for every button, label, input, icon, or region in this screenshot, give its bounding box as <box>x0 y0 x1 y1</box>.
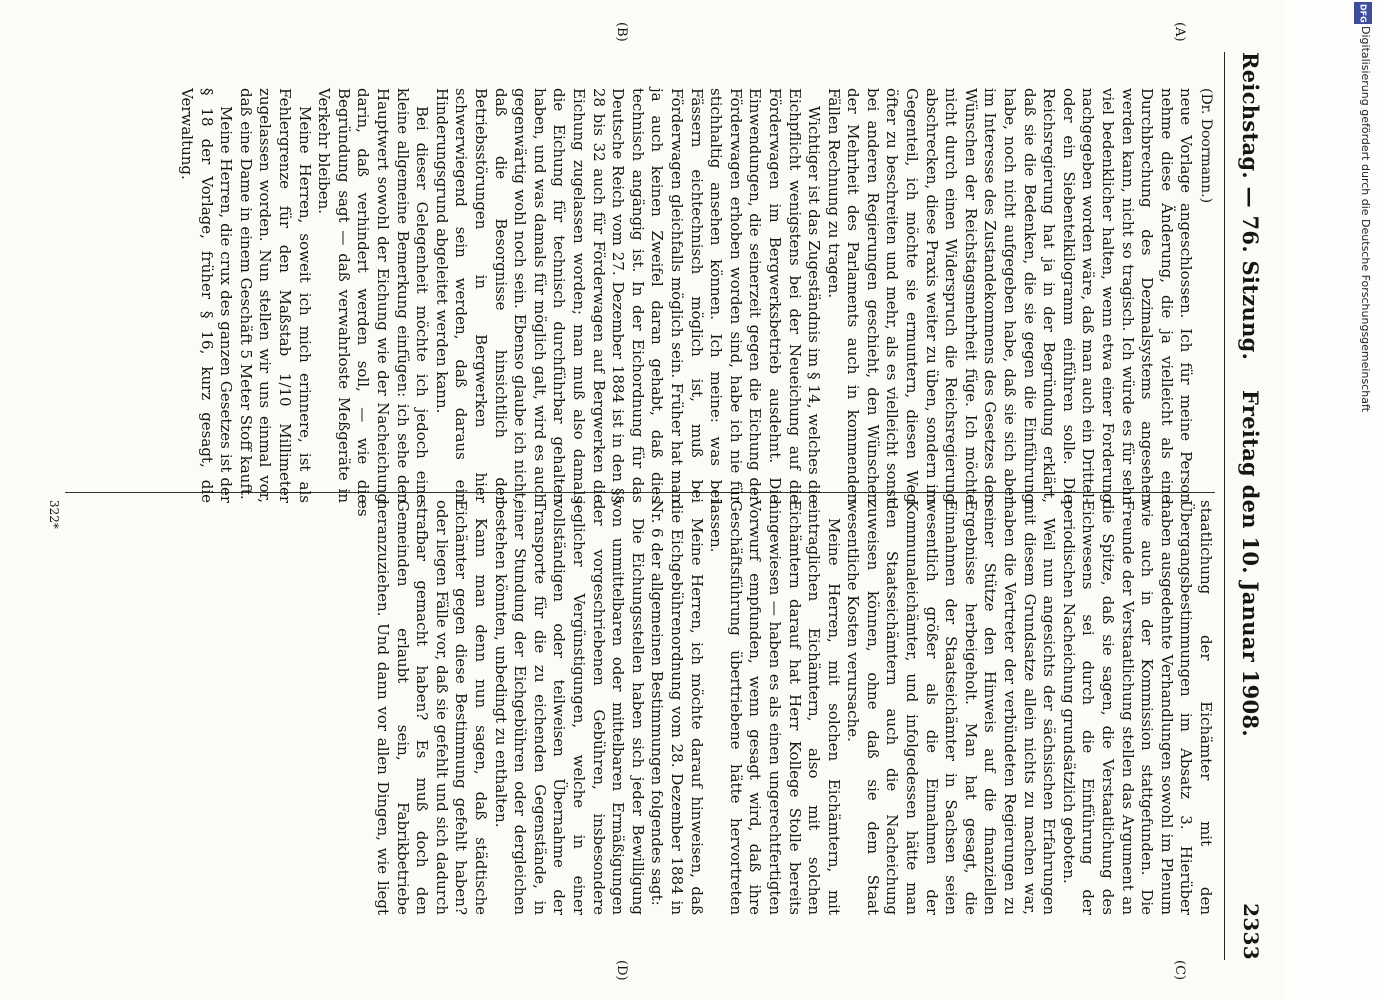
running-header-left: Reichstag. — 76. Sitzung. <box>1238 52 1263 361</box>
paragraph: Meine Herren, ich möchte darauf hinweisen, daß die Eichgebührenordnung vom 28. Dezember 1884 in Nr. 6 der allgemeinen Bestimmungen folgendes sagt: <box>648 500 706 915</box>
left-column <box>177 88 1215 503</box>
paragraph: Meine Herren, die crux des ganzen Gesetzes ist der § 18 der Vorlage, früher § 16, kurz gesagt, die Verwaltung. <box>178 88 236 503</box>
page-number: 2333 <box>1239 903 1263 960</box>
margin-marker-c: (C) <box>1172 960 1187 981</box>
paragraph: neue Vorlage angeschlossen. Ich für meine Person nehme diese Änderung, die ja vielleicht als eine Durchbrechung des Dezimalsystems angesehen werden kann, nicht so tragisch. Ich würde es für sehr viel bedenklicher halten, wenn etwa einer Forderung nachgegeben worden wäre, daß man auch ein Drittel- oder ein Siebentelkilogramm einführen solle. Die Reichsregierung hat ja in der Begründung erklärt, daß sie die Bedenken, die sie gegen die Einführung habe, noch nicht aufgegeben habe, daß sie sich aber im Interesse des Zustandekommens des Gesetzes den Wünschen der Reichstagsmehrheit füge. Ich möchte nicht durch einen Widerspruch die Reichsregierung abschrecken, diese Praxis weiter zu üben, sondern im Gegenteil, ich möchte sie ermuntern, diesen Weg öfter zu beschreiten und mehr, als es vielleicht sonst bei anderen Regierungen geschieht, den Wünschen der Mehrheit des Parlaments auch in kommenden Fällen Rechnung zu tragen. <box>824 88 1196 503</box>
right-column <box>353 500 1215 915</box>
digitization-credit: Digitalisierung gefördert durch die Deutsche Forschungsgemeinschaft <box>1359 26 1372 412</box>
paragraph: staatlichung der Eichämter mit den Übergangsbestimmungen im Absatz 3. Hierüber haben ausgedehnte Verhandlungen sowohl im Plenum wie auch in der Kommission stattgefunden. Die Freunde der Verstaatlichung stellen das Argument an die Spitze, daß sie sagen, die Verstaatlichung des Eichwesens sei durch die Einführung der periodischen Nacheichung grundsätzlich geboten. <box>1059 500 1215 915</box>
running-header-date: Freitag den 10. Januar 1908. <box>1238 390 1263 737</box>
margin-marker-b: (B) <box>614 22 629 42</box>
paragraph: Wichtiger ist das Zugeständnis im § 14, welches die Eichpflicht wenigstens bei der Neueichung auf die Förderwagen im Bergwerksbetrieb ausdehnt. Die Einwendungen, die seinerzeit gegen die Eichung der Förderwagen erhoben worden sind, habe ich nie für stichhaltig ansehen können. Ich meine: was bei Fässern eichtechnisch möglich ist, muß bei Förderwagen gleichfalls möglich sein. Früher hat man ja auch keinen Zweifel daran gehabt, daß dies technisch angängig ist. In der Eichordnung für das Deutsche Reich vom 27. Dezember 1884 ist in den §§ 28 bis 32 auch für Förderwagen auf Bergwerken die Eichung zugelassen worden; man muß also damals die Eichung für technisch durchführbar gehalten haben, und was damals für möglich galt, wird es auch gegenwärtig wohl noch sein. Ebenso glaube ich nicht, daß die Besorgnisse hinsichtlich der Betriebsstörungen in Bergwerken hier schwerwiegend sein werden, daß daraus ein Hinderungsgrund abgeleitet werden kann. <box>432 88 824 503</box>
paragraph: Kann man denn nun sagen, daß städtische Eichämter gegen diese Bestimmung gefehlt haben? oder liegen Fälle vor, daß sie gefehlt und sich dadurch strafbar gemacht haben? Es muß doch den Gemeinden erlaubt sein, Fabrikbetriebe heranzuziehen. Und dann vor allen Dingen, wie liegt es <box>354 500 491 915</box>
margin-marker-a: (A) <box>1172 22 1187 42</box>
quoted-regulation: Die Eichungsstellen haben sich jeder Bewilligung von unmittelbaren oder mittelbaren Ermäßigungen der vorgeschriebenen Gebühren, insbesondere jeglicher Vergünstigungen, welche in einer vollständigen oder teilweisen Übernahme der Transporte für die zu eichenden Gegenstände, in einer Stundung der Eichgebühren oder dergleichen bestehen könnten, unbedingt zu enthalten. <box>491 500 647 915</box>
paragraph: Weil nun angesichts der sächsischen Erfahrungen mit diesem Grundsatze allein nichts zu machen war, haben die Vertreter der verbündeten Regierungen zu seiner Stütze den Hinweis auf die finanziellen Ergebnisse herbeigeholt. Man hat gesagt, die Einnahmen der Staatseichämter in Sachsen seien wesentlich größer als die Einnahmen der Kommunaleichämter, und infolgedessen hätte man den Staatseichämtern auch die Nacheichung zuweisen können, ohne daß sie dem Staat wesentliche Kosten verursache. <box>844 500 1059 915</box>
signature-mark: 322* <box>47 500 61 529</box>
dfg-logo-icon: DFG <box>1354 2 1372 24</box>
paragraph: Bei dieser Gelegenheit möchte ich jedoch eine kleine allgemeine Bemerkung einfügen: ich sehe den Hauptwert sowohl der Eichung wie der Nacheichung darin, daß verhindert werden soll, — wie die Begründung sagt — daß verwahrloste Meßgeräte in Verkehr bleiben. <box>315 88 432 503</box>
paragraph: Meine Herren, soweit ich mich erinnere, ist als Fehlergrenze für den Maßstab 1/10 Millimeter zugelassen worden. Nun stellen wir uns einmal vor, daß eine Dame in einem Geschäft 5 Meter Stoff kauft. <box>236 88 314 503</box>
header-rule <box>1224 52 1225 960</box>
paragraph: Meine Herren, mit solchen Eichämtern, mit eintraglichen Eichämtern, also mit solchen Eichämtern darauf hat Herr Kollege Stolle bereits hingewiesen — haben es als einen ungerechtfertigten Vorwurf empfunden, wenn gesagt wird, daß ihre Geschäftsführung übertriebene hätte hervortreten lassen. <box>707 500 843 915</box>
margin-marker-d: (D) <box>614 960 629 981</box>
speaker-name: (Dr. Doormann.) <box>1198 88 1214 204</box>
